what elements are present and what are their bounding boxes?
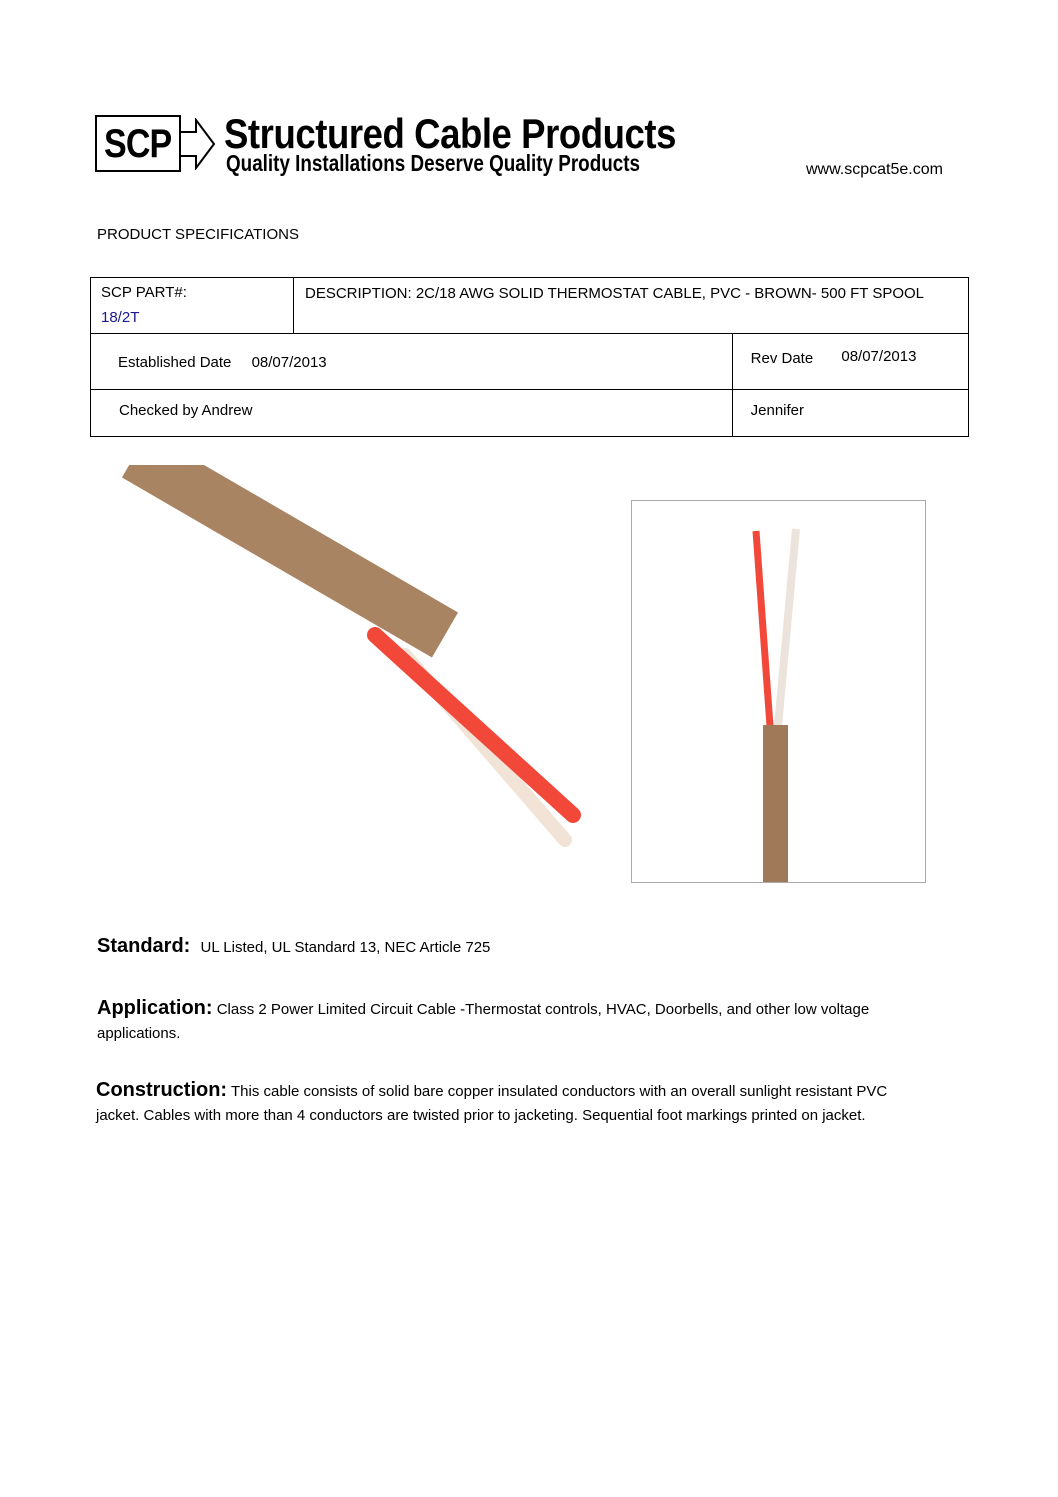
cable-photo-angled [95, 465, 595, 885]
logo-abbrev: SCP [104, 122, 172, 166]
application-text: Class 2 Power Limited Circuit Cable -Thermostat controls, HVAC, Doorbells, and other low voltage applications. [97, 1001, 870, 1042]
established-cell [91, 334, 733, 390]
checked-by: Checked by Andrew [91, 390, 733, 437]
spec-table [90, 277, 969, 437]
company-tagline: Quality Installations Deserve Quality Products [226, 150, 641, 176]
established-date: 08/07/2013 [251, 354, 327, 371]
website-link[interactable]: www.scpcat5e.com [806, 161, 943, 178]
company-name: Structured Cable Products [224, 110, 677, 157]
application-section [97, 996, 917, 1046]
approver: Jennifer [732, 390, 968, 437]
established-label: Established Date [118, 354, 232, 371]
red-conductor [375, 635, 573, 815]
construction-label: Construction: [96, 1079, 228, 1101]
rev-cell [732, 334, 968, 390]
white-conductor [778, 529, 796, 726]
part-label: SCP PART#: [101, 284, 187, 301]
red-conductor [756, 531, 770, 726]
application-label: Application: [97, 997, 213, 1019]
construction-text: This cable consists of solid bare copper insulated conductors with an overall sunlight resistant PVC jacket. Cables with more than 4 conductors are twisted prior to jacketing. Sequential foot markings printed on jacket. [96, 1083, 888, 1124]
standard-label: Standard: [97, 935, 191, 957]
part-number: 18/2T [101, 309, 140, 326]
description: DESCRIPTION: 2C/18 AWG SOLID THERMOSTAT CABLE, PVC - BROWN- 500 FT SPOOL [294, 278, 969, 334]
cable-photo-vertical [631, 500, 926, 883]
standard-section [97, 934, 917, 960]
standard-text: UL Listed, UL Standard 13, NEC Article 725 [200, 939, 491, 956]
cable-jacket [763, 725, 788, 882]
rev-date: 08/07/2013 [841, 348, 917, 365]
part-cell [91, 278, 294, 334]
construction-section [96, 1078, 911, 1128]
rev-label: Rev Date [750, 350, 814, 367]
section-title: PRODUCT SPECIFICATIONS [97, 226, 299, 243]
logo-arrow-icon [178, 118, 218, 170]
cable-jacket [135, 465, 445, 635]
